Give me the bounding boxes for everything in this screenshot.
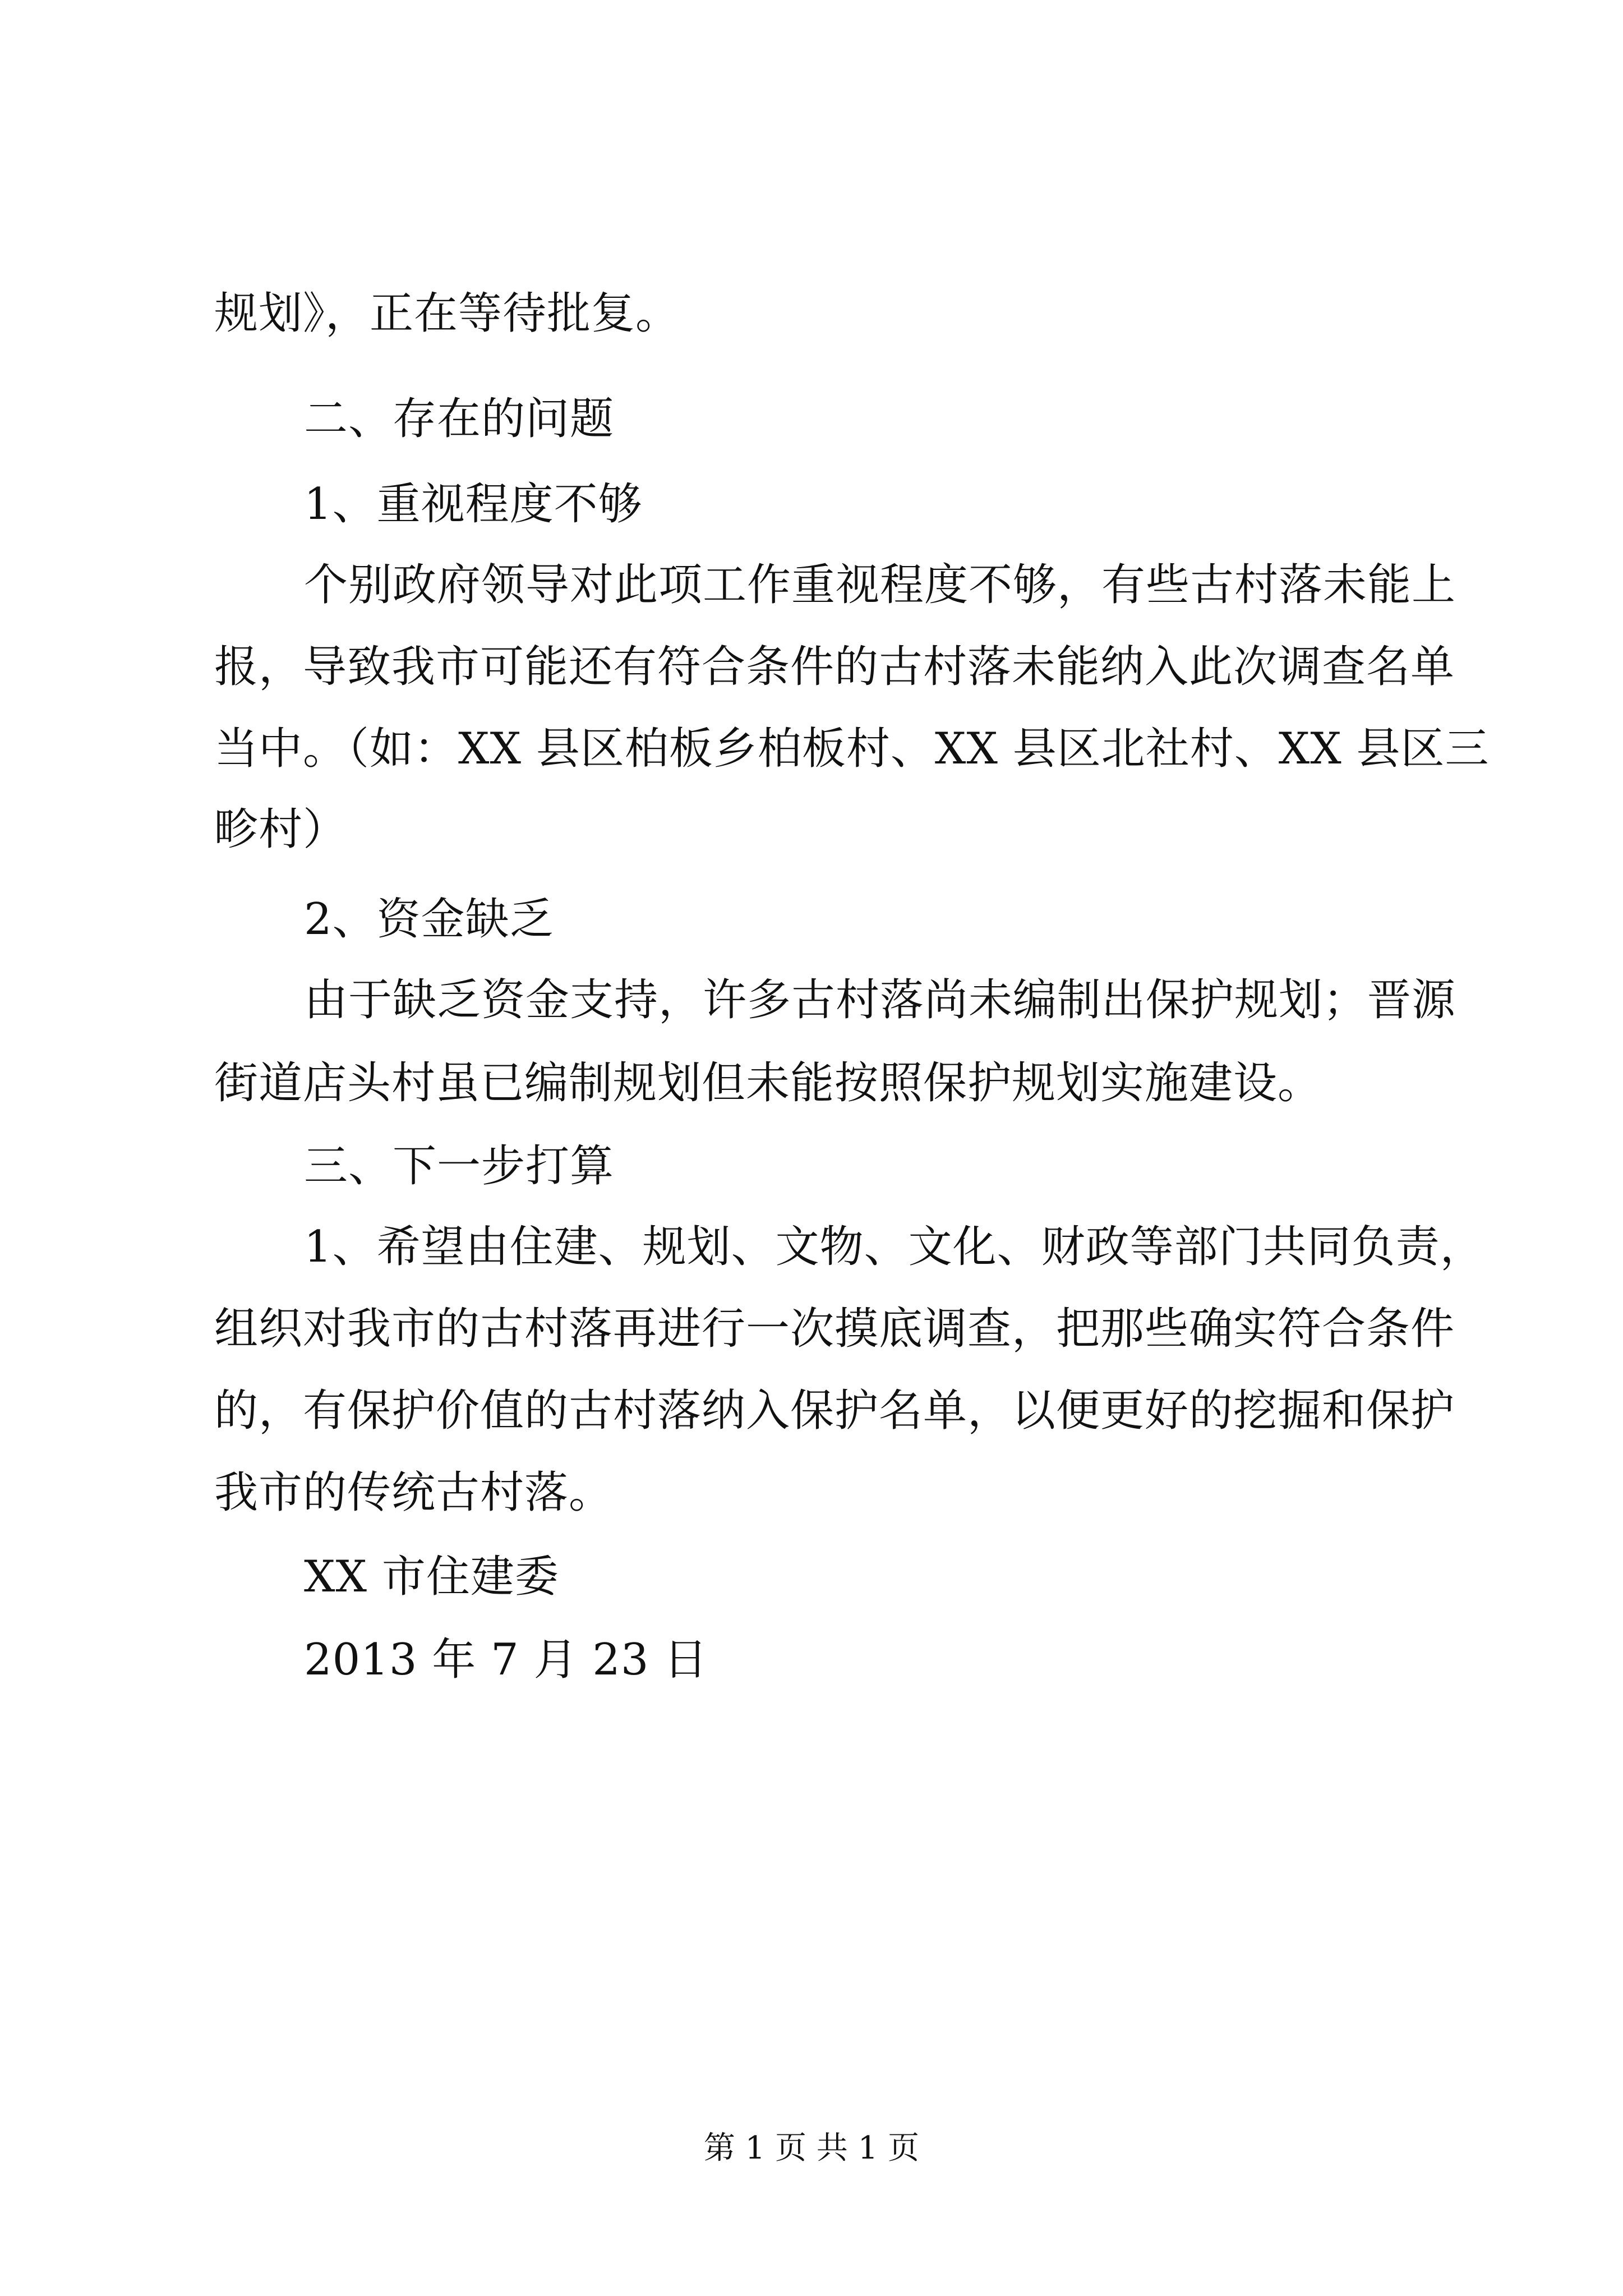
section-heading: 二、存在的问题 <box>304 394 615 444</box>
signature-organization: XX 市住建委 <box>304 1552 559 1602</box>
page-number-footer: 第 1 页 共 1 页 <box>703 2130 920 2166</box>
text-line: 报，导致我市可能还有符合条件的古村落未能纳入此次调查名单 <box>214 642 1455 692</box>
signature-date: 2013 年 7 月 23 日 <box>304 1635 708 1685</box>
text-line: 个别政府领导对此项工作重视程度不够，有些古村落未能上 <box>304 560 1456 610</box>
subheading: 1、重视程度不够 <box>304 479 643 530</box>
text-line: 1、希望由住建、规划、文物、文化、财政等部门共同负责， <box>304 1222 1484 1272</box>
text-line: 街道店头村虽已编制规划但未能按照保护规划实施建设。 <box>214 1058 1322 1108</box>
section-heading: 三、下一步打算 <box>304 1141 615 1191</box>
text-line: 畛村） <box>214 804 348 855</box>
text-line: 当中。（如：XX 县区柏板乡柏板村、XX 县区北社村、XX 县区三 <box>214 724 1490 774</box>
subheading: 2、资金缺乏 <box>304 894 554 945</box>
text-line: 我市的传统古村落。 <box>214 1467 614 1518</box>
text-line: 的，有保护价值的古村落纳入保护名单，以便更好的挖掘和保护 <box>214 1386 1455 1436</box>
text-line: 规划》，正在等待批复。 <box>214 288 680 339</box>
text-line: 由于缺乏资金支持，许多古村落尚未编制出保护规划；晋源 <box>304 975 1456 1025</box>
text-line: 组织对我市的古村落再进行一次摸底调查，把那些确实符合条件 <box>214 1304 1455 1354</box>
